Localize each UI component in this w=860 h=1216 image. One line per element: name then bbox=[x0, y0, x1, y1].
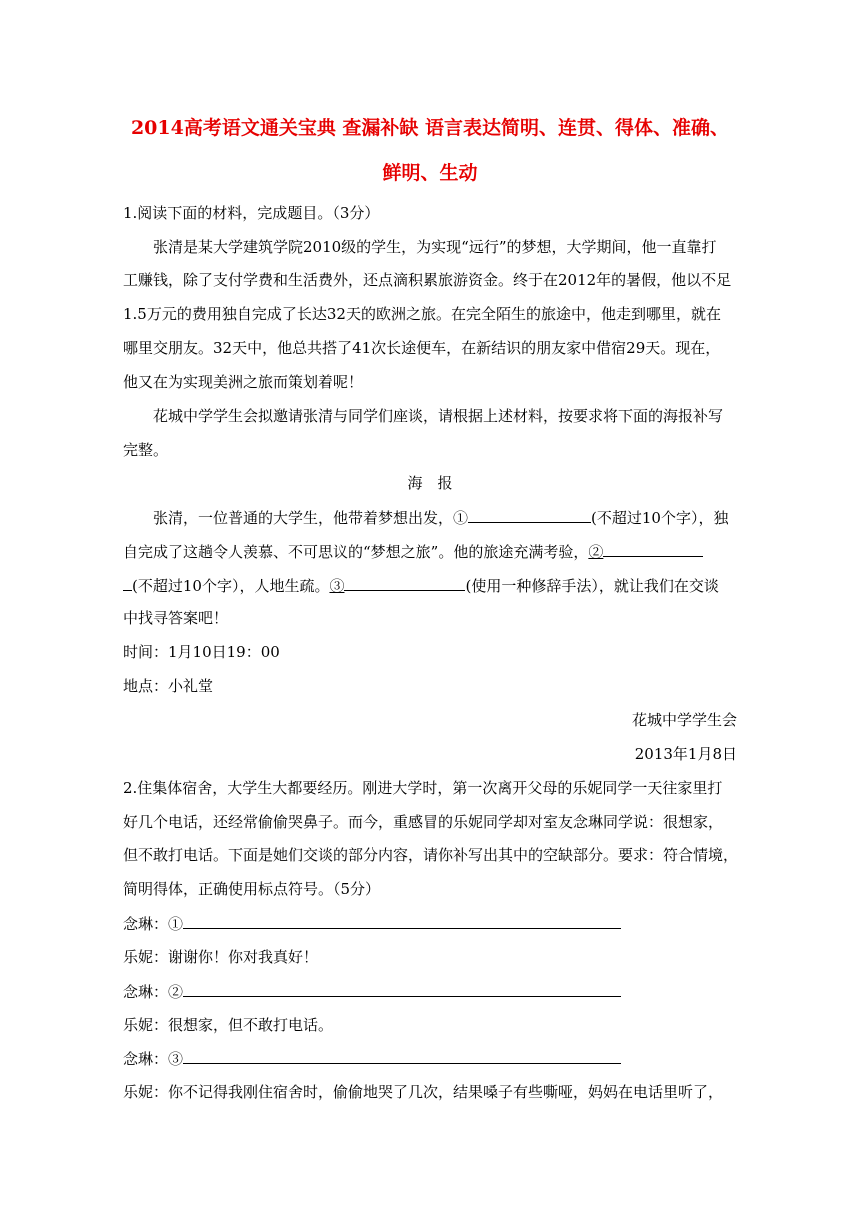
poster-title: 海 报 bbox=[407, 474, 453, 492]
poster-line-3-text: (不超过10个字），人地生疏。 bbox=[132, 577, 330, 595]
poster-place: 地点：小礼堂 bbox=[123, 677, 214, 695]
q1-paragraph-1-line: 哪里交朋友。32天中，他总共搭了41次长途便车，在新结识的朋友家中借宿29天。现在， bbox=[123, 339, 721, 357]
dialogue-text: 谢谢你！你对我真好！ bbox=[168, 948, 319, 966]
q1-paragraph-1-line: 1.5万元的费用独自完成了长达32天的欧洲之旅。在完全陌生的旅途中，他走到哪里，就在 bbox=[123, 305, 721, 323]
answer-line-2[interactable] bbox=[183, 981, 621, 997]
dialogue-line bbox=[123, 947, 318, 967]
blank-2-number: ② bbox=[588, 543, 604, 561]
poster-line-4: 中找寻答案吧！ bbox=[123, 609, 229, 627]
dialogue-text: 很想家，但不敢打电话。 bbox=[168, 1016, 334, 1034]
question-2-line: 2.住集体宿舍，大学生大都要经历。刚进大学时，第一次离开父母的乐妮同学一天往家里打 bbox=[123, 779, 723, 797]
dialogue-speaker: 乐妮： bbox=[123, 1016, 169, 1034]
dialogue-speaker: 乐妮： bbox=[123, 1083, 169, 1101]
answer-blank-3[interactable] bbox=[344, 575, 465, 591]
blank-3-number: ③ bbox=[329, 577, 345, 595]
question-2-line: 好几个电话，还经常偷偷哭鼻子。而今，重感冒的乐妮同学却对室友念琳同学说：很想家， bbox=[123, 813, 724, 831]
dialogue-speaker: 乐妮： bbox=[123, 948, 169, 966]
dialogue-line bbox=[123, 981, 621, 1002]
dialogue-speaker: 念琳： bbox=[123, 915, 169, 933]
q1-paragraph-2-line: 完整。 bbox=[123, 441, 169, 459]
poster-line-2-text: 自完成了这趟令人羡慕、不可思议的“梦想之旅”。他的旅途充满考验， bbox=[123, 543, 589, 561]
dialogue-line bbox=[123, 1015, 333, 1035]
dialogue-line bbox=[123, 1048, 621, 1069]
q1-paragraph-1-line: 张清是某大学建筑学院2010级的学生，为实现“远行”的梦想，大学期间，他一直靠打 bbox=[153, 238, 717, 256]
poster-line-3-note: (使用一种修辞手法），就让我们在交谈 bbox=[465, 577, 719, 595]
poster-date: 2013年1月8日 bbox=[634, 745, 737, 763]
answer-blank-1[interactable] bbox=[468, 507, 591, 523]
poster-line-1-text: 张清，一位普通的大学生，他带着梦想出发，① bbox=[153, 509, 469, 527]
question-2-line: 但不敢打电话。下面是她们交谈的部分内容，请你补写出其中的空缺部分。要求：符合情境， bbox=[123, 846, 739, 864]
answer-blank-2-continued[interactable] bbox=[123, 575, 132, 591]
dialogue-text: ③ bbox=[168, 1050, 184, 1068]
dialogue-text: ① bbox=[168, 915, 184, 933]
dialogue-line bbox=[123, 913, 621, 934]
document-title-line-1: 2014高考语文通关宝典 查漏补缺 语言表达简明、连贯、得体、准确、 bbox=[130, 117, 730, 139]
q1-paragraph-2-line: 花城中学学生会拟邀请张清与同学们座谈，请根据上述材料，按要求将下面的海报补写 bbox=[153, 407, 724, 425]
q1-paragraph-1-line: 他又在为实现美洲之旅而策划着呢！ bbox=[123, 373, 364, 391]
poster-line-2 bbox=[123, 541, 703, 562]
dialogue-speaker: 念琳： bbox=[123, 983, 169, 1001]
dialogue-text: 你不记得我刚住宿舍时，偷偷地哭了几次，结果嗓子有些嘶哑，妈妈在电话里听了， bbox=[168, 1083, 724, 1101]
q1-paragraph-1-line: 工赚钱，除了支付学费和生活费外，还点滴积累旅游资金。终于在2012年的暑假，他以不足 bbox=[123, 271, 732, 289]
poster-line-1 bbox=[153, 507, 728, 528]
question-2-line: 简明得体，正确使用标点符号。（5分） bbox=[123, 880, 381, 898]
answer-line-3[interactable] bbox=[183, 1048, 621, 1064]
answer-line-1[interactable] bbox=[183, 913, 621, 929]
answer-blank-2[interactable] bbox=[603, 541, 703, 557]
document-title-line-2: 鲜明、生动 bbox=[382, 162, 478, 184]
poster-time: 时间：1月10日19：00 bbox=[123, 643, 280, 661]
dialogue-speaker: 念琳： bbox=[123, 1050, 169, 1068]
dialogue-text: ② bbox=[168, 983, 184, 1001]
dialogue-line bbox=[123, 1082, 723, 1102]
poster-line-1-note: (不超过10个字），独 bbox=[591, 509, 729, 527]
poster-organizer: 花城中学学生会 bbox=[631, 711, 737, 729]
question-1-heading: 1.阅读下面的材料，完成题目。（3分） bbox=[123, 204, 380, 222]
poster-line-3 bbox=[123, 575, 719, 596]
